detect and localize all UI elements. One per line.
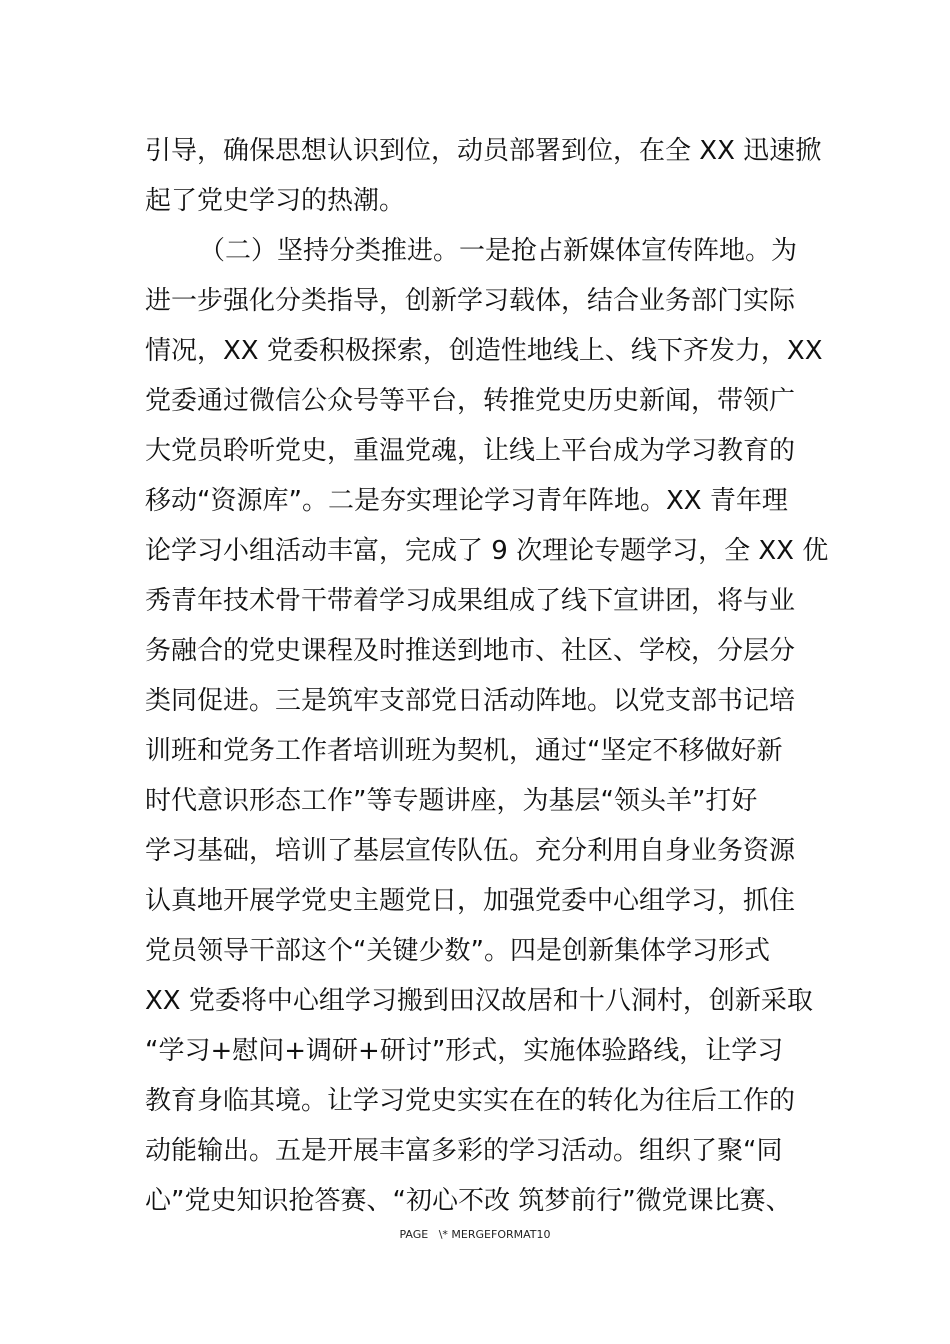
text-line: 大党员聆听党史，重温党魂，让线上平台成为学习教育的 bbox=[145, 436, 796, 466]
text-line: 进一步强化分类指导，创新学习载体，结合业务部门实际 bbox=[145, 286, 796, 316]
text-line: “学习+慰问+调研+研讨”形式，实施体验路线，让学习 bbox=[145, 1036, 784, 1066]
text-line: 时代意识形态工作”等专题讲座，为基层“领头羊”打好 bbox=[145, 786, 758, 816]
text-line: 秀青年技术骨干带着学习成果组成了线下宣讲团，将与业 bbox=[145, 586, 796, 616]
text-line: 训班和党务工作者培训班为契机，通过“坚定不移做好新 bbox=[145, 736, 783, 766]
text-line: 心”党史知识抢答赛、“初心不改 筑梦前行”微党课比赛、 bbox=[145, 1186, 792, 1216]
text-line: 党员领导干部这个“关键少数”。四是创新集体学习形式 bbox=[145, 936, 770, 966]
text-line: （二）坚持分类推进。一是抢占新媒体宣传阵地。为 bbox=[199, 236, 798, 266]
text-line: 党委通过微信公众号等平台，转推党史历史新闻，带领广 bbox=[145, 386, 796, 416]
text-line: 引导，确保思想认识到位，动员部署到位，在全 XX 迅速掀 bbox=[145, 136, 822, 166]
text-line: 移动“资源库”。二是夯实理论学习青年阵地。XX 青年理 bbox=[145, 486, 788, 516]
text-line: XX 党委将中心组学习搬到田汉故居和十八洞村，创新采取 bbox=[145, 986, 813, 1016]
text-line: 类同促进。三是筑牢支部党日活动阵地。以党支部书记培 bbox=[145, 686, 796, 716]
text-line: 起了党史学习的热潮。 bbox=[145, 186, 406, 216]
body-text bbox=[145, 126, 835, 1226]
text-line: 务融合的党史课程及时推送到地市、社区、学校，分层分 bbox=[145, 636, 796, 666]
text-line: 情况，XX 党委积极探索，创造性地线上、线下齐发力，XX bbox=[145, 336, 823, 366]
page-footer: PAGE \* MERGEFORMAT10 bbox=[399, 1228, 551, 1241]
text-line: 教育身临其境。让学习党史实实在在的转化为往后工作的 bbox=[145, 1086, 796, 1116]
text-line: 认真地开展学党史主题党日，加强党委中心组学习，抓住 bbox=[145, 886, 796, 916]
text-line: 论学习小组活动丰富，完成了 9 次理论专题学习，全 XX 优 bbox=[145, 536, 829, 566]
text-line: 学习基础，培训了基层宣传队伍。充分利用自身业务资源 bbox=[145, 836, 796, 866]
text-line: 动能输出。五是开展丰富多彩的学习活动。组织了聚“同 bbox=[145, 1136, 783, 1166]
